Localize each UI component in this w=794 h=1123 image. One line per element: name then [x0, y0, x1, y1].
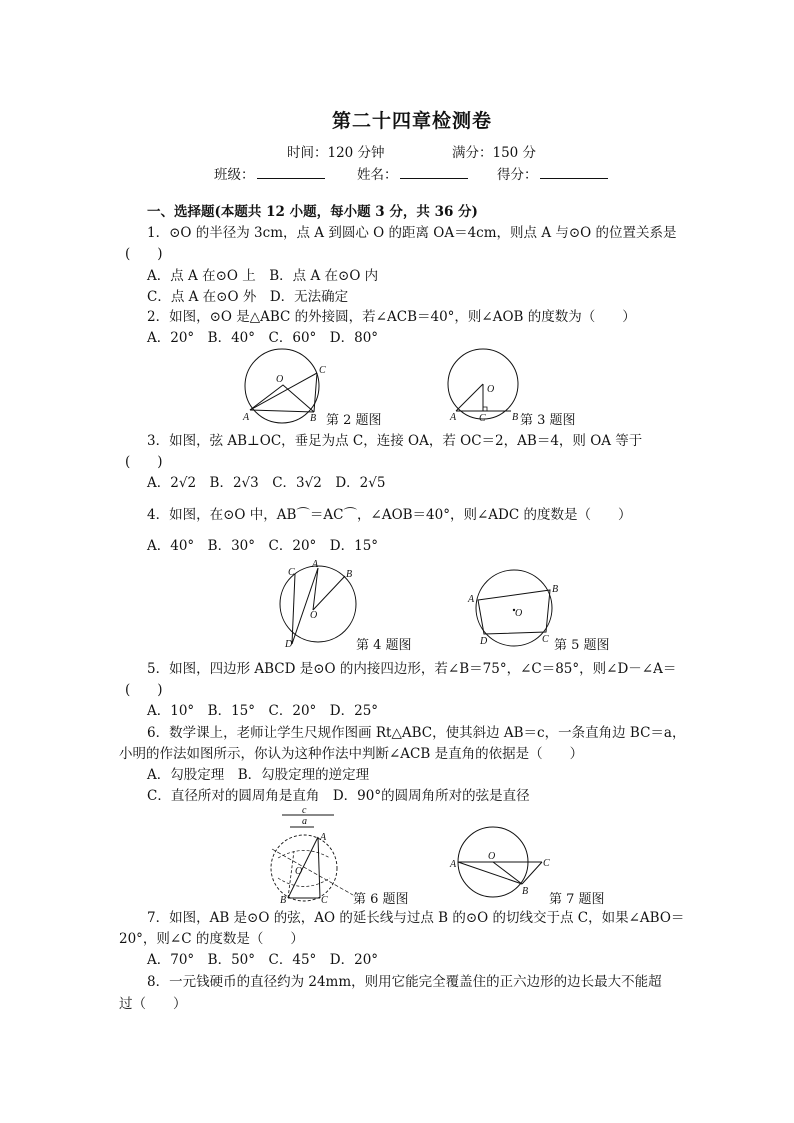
- figure-q3: [447, 348, 527, 423]
- class-label: 班级：: [214, 167, 255, 183]
- name-label: 姓名：: [357, 167, 398, 183]
- fig6-label-c: C: [321, 895, 328, 906]
- fig5-label-c: C: [542, 634, 549, 645]
- fig6-circle: [271, 835, 337, 901]
- fig6-label-a: A: [320, 832, 327, 843]
- fig2-caption: 第 2 题图: [326, 413, 382, 428]
- fig2-label-b: B: [310, 413, 317, 424]
- fig5-caption: 第 5 题图: [554, 638, 610, 653]
- fig6-label-b: B: [280, 895, 287, 906]
- name-blank[interactable]: [400, 166, 468, 179]
- q4-options: A．40° B．30° C．20° D．15°: [147, 538, 379, 554]
- q3-options: A．2√2 B．2√3 C．3√2 D．2√5: [147, 475, 386, 491]
- figure-q7: [448, 826, 553, 898]
- q1-options-cd: C．点 A 在⊙O 外 D．无法确定: [147, 289, 349, 305]
- q6-stem-cont: 小明的作法如图所示，你认为这种作法中判断∠ACB 是直角的依据是（ ）: [119, 746, 584, 762]
- fig4-label-d: D: [285, 639, 293, 650]
- exam-time: 时间：120 分钟: [287, 145, 385, 161]
- name-field[interactable]: [357, 163, 468, 183]
- exam-full-score: 满分：150 分: [452, 145, 537, 161]
- fig5-label-d: D: [480, 636, 488, 647]
- figure-q5: [464, 570, 559, 648]
- fig5-circle: [476, 570, 552, 646]
- figure-q4: [280, 560, 360, 652]
- fig6-caption: 第 6 题图: [353, 892, 409, 907]
- q4-stem: 4．如图，在⊙O 中，AB⌒＝AC⌒，∠AOB＝40°，则∠ADC 的度数是（ ）: [147, 507, 632, 523]
- fig3-label-o: O: [487, 384, 495, 395]
- q5-options: A．10° B．15° C．20° D．25°: [147, 703, 379, 719]
- fig4-label-a: A: [312, 559, 319, 570]
- q7-stem-cont: 20°，则∠C 的度数是（ ）: [119, 931, 304, 947]
- fig5-label-a: A: [468, 594, 475, 605]
- q1-options-ab: A．点 A 在⊙O 上 B．点 A 在⊙O 内: [147, 268, 379, 284]
- q2-options: A．20° B．40° C．60° D．80°: [147, 330, 379, 346]
- fig4-label-o: O: [310, 610, 318, 621]
- fig3-label-b: B: [512, 412, 519, 423]
- fig4-label-c: C: [288, 567, 295, 578]
- section-heading: 一、选择题(本题共 12 小题，每小题 3 分，共 36 分): [147, 204, 478, 220]
- fig6-label-o: O: [295, 866, 303, 877]
- fig6-label-a-length: a: [302, 816, 307, 827]
- fig7-label-c: C: [543, 858, 550, 869]
- q7-options: A．70° B．50° C．45° D．20°: [147, 952, 379, 968]
- figure-q2: [238, 348, 328, 428]
- q6-options-cd: C．直径所对的圆周角是直角 D．90°的圆周角所对的弦是直径: [147, 788, 530, 804]
- q5-stem: 5．如图，四边形 ABCD 是⊙O 的内接四边形，若∠B＝75°，∠C＝85°，则∠D－∠A＝: [147, 661, 677, 677]
- fig3-caption: 第 3 题图: [520, 413, 576, 428]
- fig3-label-c: C: [479, 413, 486, 424]
- fig2-label-a: A: [243, 412, 250, 423]
- q3-stem: 3．如图，弦 AB⊥OC，垂足为点 C，连接 OA，若 OC＝2，AB＝4，则 OA 等于: [147, 433, 643, 449]
- fig4-label-b: B: [346, 569, 353, 580]
- q3-answer-bracket: ( ): [125, 454, 163, 470]
- score-label: 得分：: [497, 167, 538, 183]
- q8-stem: 8．一元钱硬币的直径约为 24mm，则用它能完全覆盖住的正六边形的边长最大不能超: [147, 974, 662, 990]
- class-blank[interactable]: [257, 166, 325, 179]
- q6-options-ab: A．勾股定理 B．勾股定理的逆定理: [147, 767, 370, 783]
- q1-stem: 1．⊙O 的半径为 3cm，点 A 到圆心 O 的距离 OA＝4cm，则点 A 与⊙O 的位置关系是: [147, 225, 677, 241]
- fig3-label-a: A: [450, 412, 457, 423]
- q8-stem-cont: 过（ ）: [119, 996, 187, 1012]
- fig5-label-o: O: [515, 608, 523, 619]
- q1-answer-bracket: ( ): [125, 246, 163, 262]
- score-field[interactable]: [497, 163, 608, 183]
- page-title: 第二十四章检测卷: [332, 110, 493, 132]
- fig2-label-c: C: [319, 365, 326, 376]
- fig7-label-a: A: [450, 859, 457, 870]
- score-blank[interactable]: [540, 166, 608, 179]
- q5-answer-bracket: ( ): [125, 682, 163, 698]
- fig6-label-c-length: c: [302, 805, 307, 816]
- fig5-label-b: B: [552, 584, 559, 595]
- q6-stem: 6．数学课上，老师让学生尺规作图画 Rt△ABC，使其斜边 AB＝c，一条直角边 BC＝a，: [147, 725, 686, 741]
- fig7-label-o: O: [488, 851, 496, 862]
- fig7-label-b: B: [522, 886, 529, 897]
- fig4-caption: 第 4 题图: [356, 638, 412, 653]
- q7-stem: 7．如图，AB 是⊙O 的弦，AO 的延长线与过点 B 的⊙O 的切线交于点 C，如果∠ABO＝: [147, 910, 685, 926]
- q2-stem: 2．如图，⊙O 是△ABC 的外接圆，若∠ACB＝40°，则∠AOB 的度数为（ ）: [147, 309, 636, 325]
- figure-q6: [258, 803, 358, 905]
- fig7-caption: 第 7 题图: [549, 892, 605, 907]
- fig2-label-o: O: [276, 374, 284, 385]
- class-field[interactable]: [214, 163, 325, 183]
